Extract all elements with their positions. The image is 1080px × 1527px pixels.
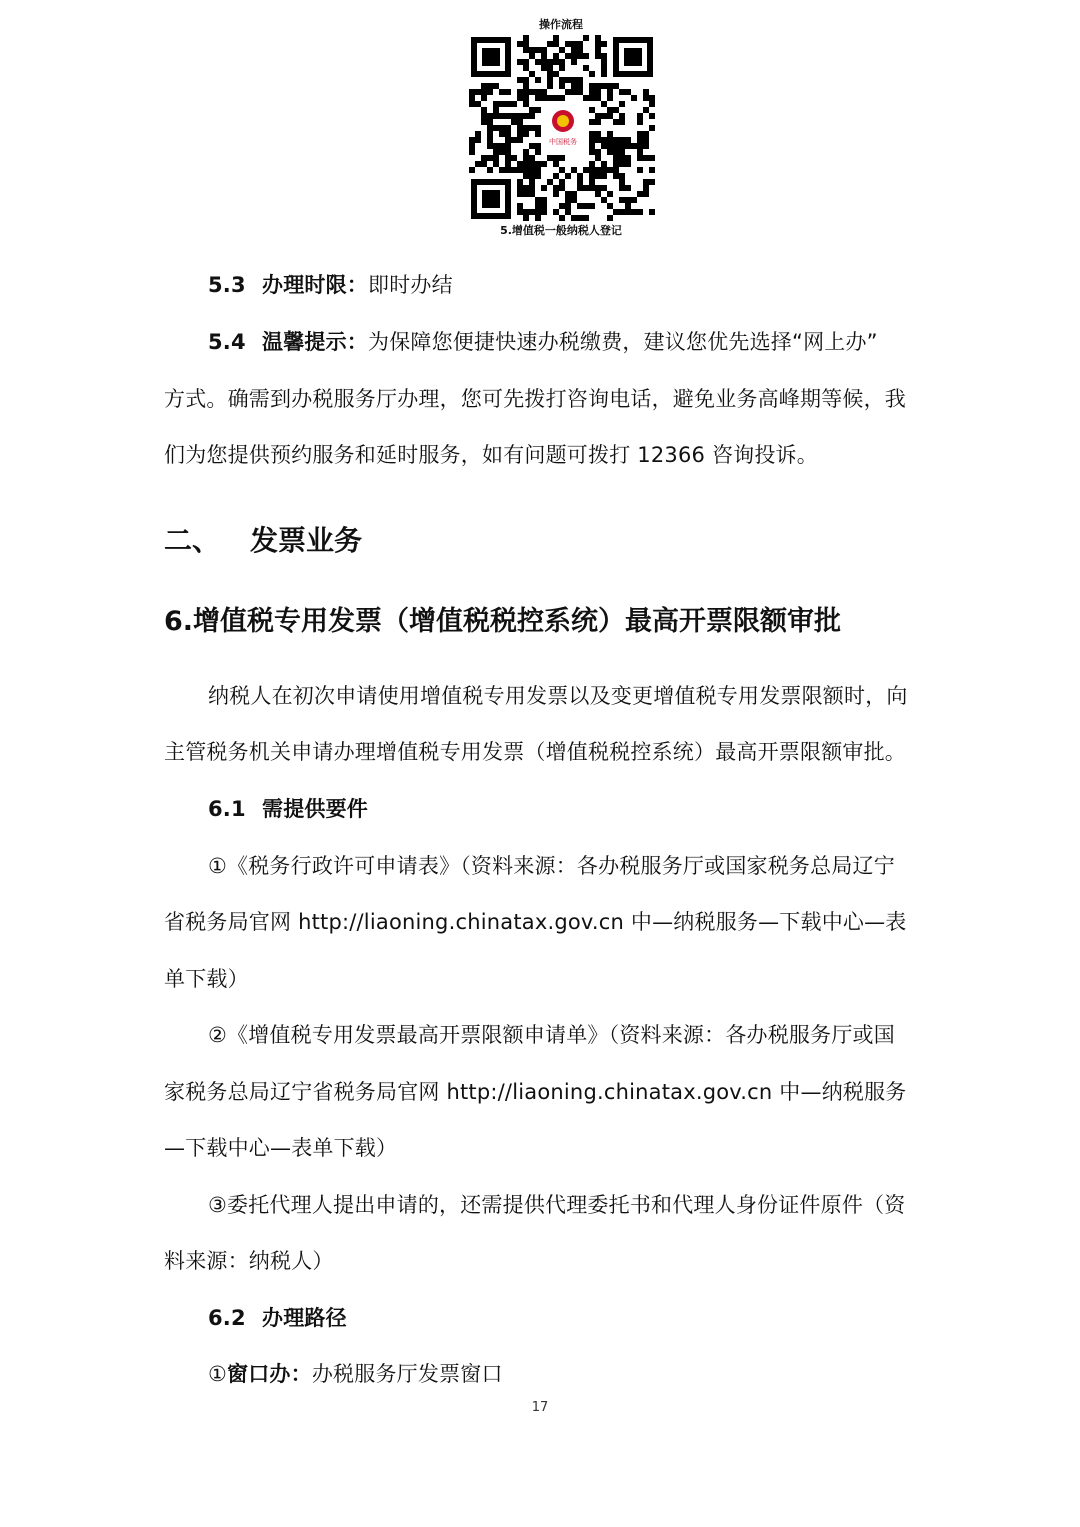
path-window-text: 办税服务厅发票窗口 <box>311 1362 503 1386</box>
item-5-4 <box>208 328 878 356</box>
qr-code[interactable] <box>469 35 655 221</box>
item-6-1-label: 需提供要件 <box>262 797 368 821</box>
requirement-3-line2: 料来源：纳税人） <box>164 1249 334 1273</box>
item-5-4-line1: 为保障您便捷快速办税缴费，建议您优先选择“网上办” <box>368 330 878 354</box>
requirement-1-line1: ①《税务行政许可申请表》（资料来源：各办税服务厅或国家税务总局辽宁 <box>208 854 895 878</box>
item-6-1-heading <box>208 795 368 823</box>
requirement-1-line3: 单下载） <box>164 967 249 991</box>
path-window-prefix: ① <box>208 1362 228 1386</box>
item-5-3-number: 5.3 <box>208 273 246 297</box>
path-window <box>208 1360 503 1388</box>
item-6-2-heading <box>208 1304 347 1332</box>
qr-finder-bottom-left <box>471 179 511 219</box>
page-number: 17 <box>531 1400 549 1415</box>
item-6-heading: 6.增值税专用发票（增值税税控系统）最高开票限额审批 <box>164 606 842 637</box>
item-5-4-line3: 们为您提供预约服务和延时服务，如有问题可拨打 12366 咨询投诉。 <box>164 443 818 467</box>
requirement-2-line3: —下载中心—表单下载） <box>164 1136 398 1160</box>
requirement-3-line1: ③委托代理人提出申请的，还需提供代理委托书和代理人身份证件原件（资 <box>208 1193 906 1217</box>
item-6-intro-line1: 纳税人在初次申请使用增值税专用发票以及变更增值税专用发票限额时，向 <box>208 684 908 708</box>
item-5-3 <box>208 271 453 299</box>
item-5-3-text: 即时办结 <box>368 273 453 297</box>
tax-emblem-logo <box>543 107 583 149</box>
path-window-label: 窗口办： <box>227 1362 312 1386</box>
qr-title: 操作流程 <box>539 18 583 31</box>
qr-finder-top-right <box>613 37 653 77</box>
item-6-intro-line2: 主管税务机关申请办理增值税专用发票（增值税税控系统）最高开票限额审批。 <box>164 740 906 764</box>
section-number: 二、 <box>164 524 221 557</box>
logo-text: 中国税务 <box>549 138 577 146</box>
requirement-1-line2: 省税务局官网 http://liaoning.chinatax.gov.cn 中—纳税服务—下载中心—表 <box>164 910 907 934</box>
item-5-4-line2: 方式。确需到办税服务厅办理，您可先拨打咨询电话，避免业务高峰期等候，我 <box>164 387 906 411</box>
requirement-2-line2: 家税务总局辽宁省税务局官网 http://liaoning.chinatax.gov.cn 中—纳税服务 <box>164 1080 907 1104</box>
requirement-2-line1: ②《增值税专用发票最高开票限额申请单》（资料来源：各办税服务厅或国 <box>208 1023 895 1047</box>
item-5-3-label: 办理时限： <box>262 273 368 297</box>
qr-caption: 5.增值税一般纳税人登记 <box>500 224 622 237</box>
item-6-2-label: 办理路径 <box>262 1306 347 1330</box>
qr-finder-top-left <box>471 37 511 77</box>
item-6-1-number: 6.1 <box>208 797 246 821</box>
section-title: 发票业务 <box>250 524 363 557</box>
item-6-2-number: 6.2 <box>208 1306 246 1330</box>
item-5-4-number: 5.4 <box>208 330 246 354</box>
item-5-4-label: 温馨提示： <box>262 330 368 354</box>
section-heading <box>164 519 362 559</box>
